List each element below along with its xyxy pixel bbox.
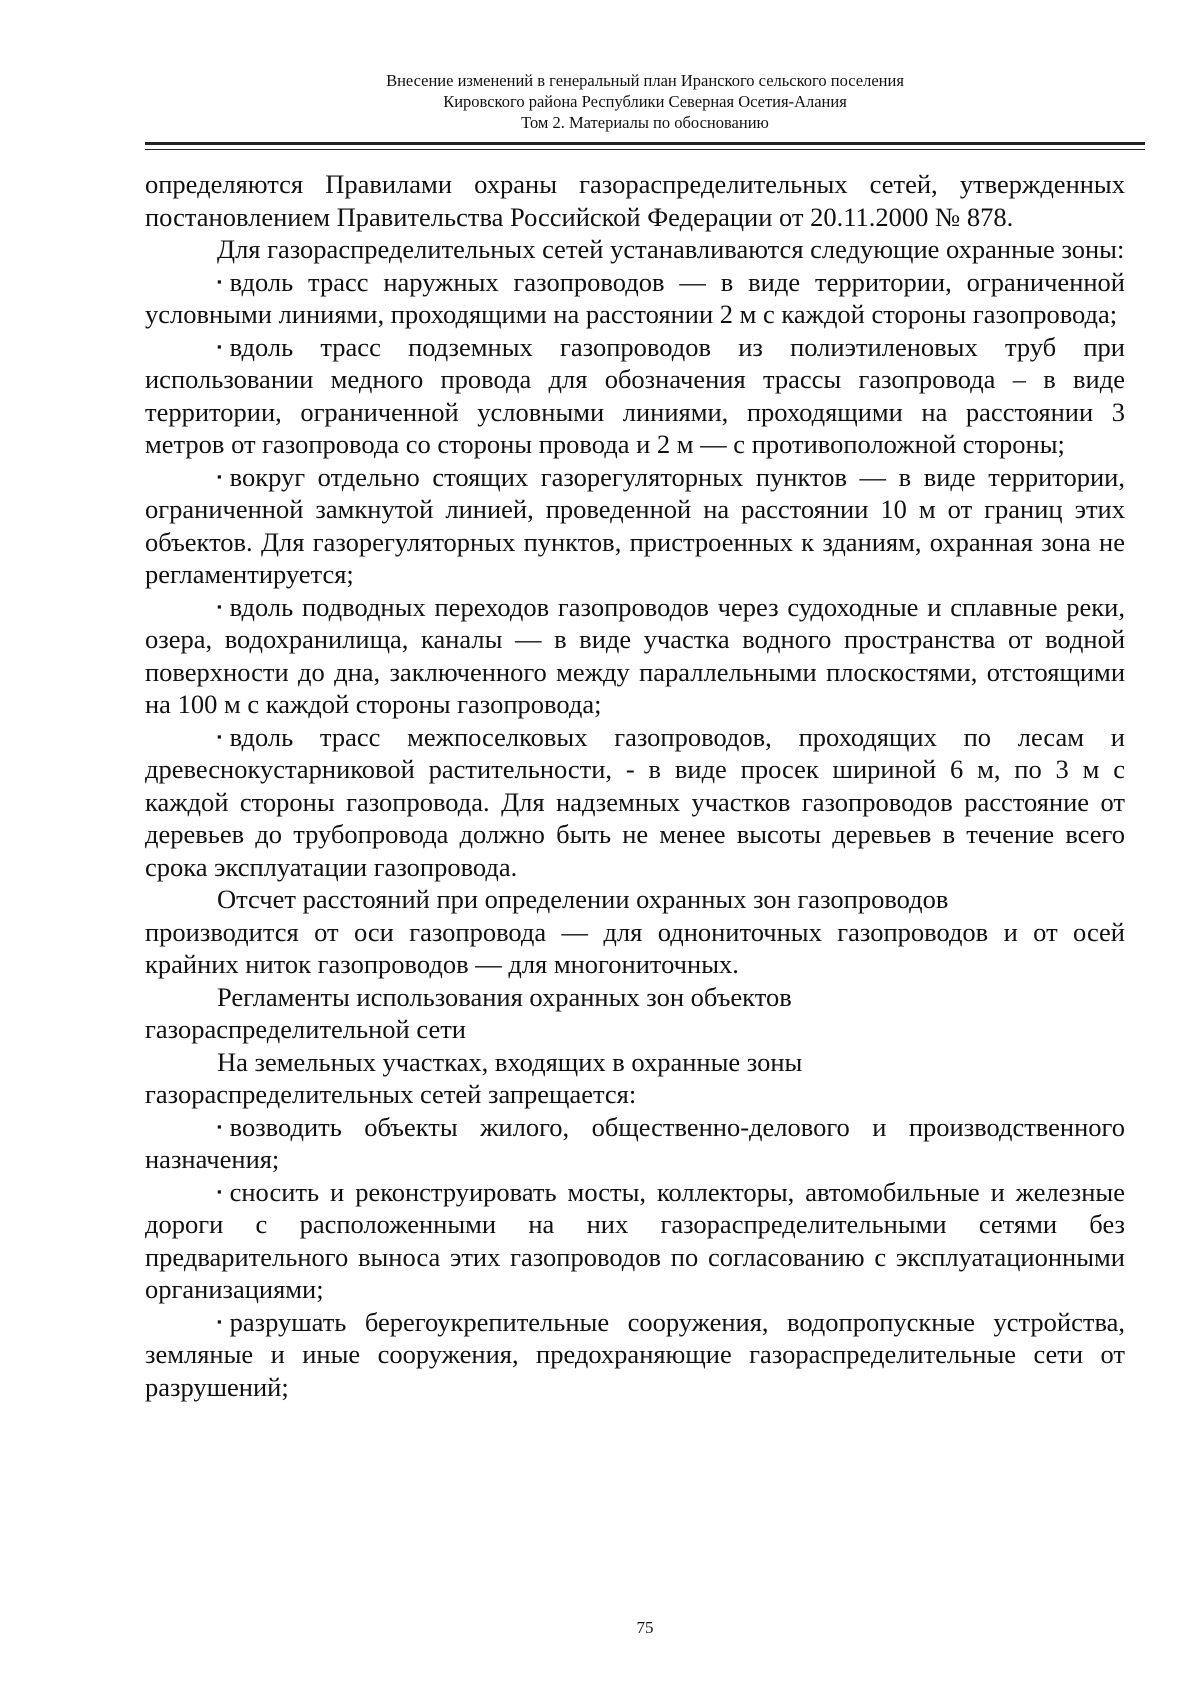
paragraph-line: Отсчет расстояний при определении охранных зон газопроводов (217, 884, 949, 914)
paragraph-zones-intro: Для газораспределительных сетей устанавливаются следующие охранные зоны: (217, 234, 1125, 264)
bullet-icon: ▪ (217, 273, 222, 289)
header-line-2: Кировского района Республики Северная Осетия-Алания (443, 92, 847, 111)
header-line-3: Том 2. Материалы по обоснованию (521, 113, 769, 132)
header-line-1: Внесение изменений в генеральный план Иранского сельского поселения (386, 71, 904, 90)
paragraph-line: На земельных участках, входящих в охранные зоны (217, 1046, 803, 1077)
paragraph-line: Регламенты использования охранных зон объектов (217, 981, 792, 1012)
bullet-text: вдоль трасс наружных газопроводов — в виде территории, ограниченной условными линиями, проходящими на расстоянии 2 м с каждой стороны газопровода; (145, 266, 1125, 329)
bullet-item (145, 1306, 1125, 1404)
bullet-text: разрушать берегоукрепительные сооружения, водопропускные устройства, земляные и иные сооружения, предохраняющие газораспределительные сети от разрушений; (145, 1306, 1125, 1402)
paragraph-prohibitions-intro (145, 1046, 1125, 1111)
bullet-item (145, 1176, 1125, 1306)
bullet-text: возводить объекты жилого, общественно-делового и производственного назначения; (145, 1111, 1125, 1174)
bullet-icon: ▪ (217, 1118, 222, 1134)
section-heading (145, 981, 1125, 1046)
paragraph-line: производится от оси газопровода — для однониточных газопроводов и от осей крайних ниток газопроводов — для многониточных. (145, 916, 1125, 979)
document-body (145, 168, 1125, 1403)
bullet-item (145, 591, 1125, 721)
header-rule-thick (145, 142, 1145, 145)
paragraph-distance-count (145, 883, 1125, 981)
bullet-icon: ▪ (217, 598, 222, 614)
bullet-item (145, 461, 1125, 591)
bullet-icon: ▪ (217, 728, 222, 744)
bullet-text: вдоль подводных переходов газопроводов через судоходные и сплавные реки, озера, водохранилища, каналы — в виде участка водного пространства от водной поверхности до дна, заключенного между параллельными плоскостями, отстоящими на 100 м с каждой стороны газопровода; (145, 591, 1125, 719)
bullet-icon: ▪ (217, 1313, 222, 1329)
bullet-text: вдоль трасс межпоселковых газопроводов, проходящих по лесам и древеснокустарниковой растительности, - в виде просек шириной 6 м, по 3 м с каждой стороны газопровода. Для надземных участков газопроводов расстояние от деревьев до трубопровода должно быть не менее высоты деревьев в течение всего срока эксплуатации газопровода. (145, 721, 1125, 882)
bullet-item (145, 266, 1125, 331)
paragraph-continuation: определяются Правилами охраны газораспределительных сетей, утвержденных постановлением Правительства Российской Федерации от 20.11.2000 № 878. (145, 169, 1125, 232)
bullet-item (145, 1111, 1125, 1176)
paragraph-line: газораспределительных сетей запрещается: (145, 1079, 637, 1109)
bullet-icon: ▪ (217, 468, 222, 484)
bullet-text: сносить и реконструировать мосты, коллекторы, автомобильные и железные дороги с расположенными на них газораспределительными сетями без предварительного выноса этих газопроводов по согласованию с эксплуатационными организациями; (145, 1176, 1125, 1304)
bullet-icon: ▪ (217, 1183, 222, 1199)
bullet-text: вокруг отдельно стоящих газорегуляторных пунктов — в виде территории, ограниченной замкнутой линией, проведенной на расстоянии 10 м от границ этих объектов. Для газорегуляторных пунктов, пристроенных к зданиям, охранная зона не регламентируется; (145, 461, 1125, 589)
bullet-item (145, 331, 1125, 461)
page-header (145, 70, 1145, 133)
bullet-item (145, 721, 1125, 884)
header-rule-thin (145, 149, 1145, 150)
bullet-text: вдоль трасс подземных газопроводов из полиэтиленовых труб при использовании медного провода для обозначения трассы газопровода – в виде территории, ограниченной условными линиями, проходящими на расстоянии 3 метров от газопровода со стороны провода и 2 м — с противоположной стороны; (145, 331, 1125, 459)
paragraph-line: газораспределительной сети (145, 1014, 466, 1044)
page-number: 75 (636, 1618, 654, 1637)
bullet-icon: ▪ (217, 338, 222, 354)
